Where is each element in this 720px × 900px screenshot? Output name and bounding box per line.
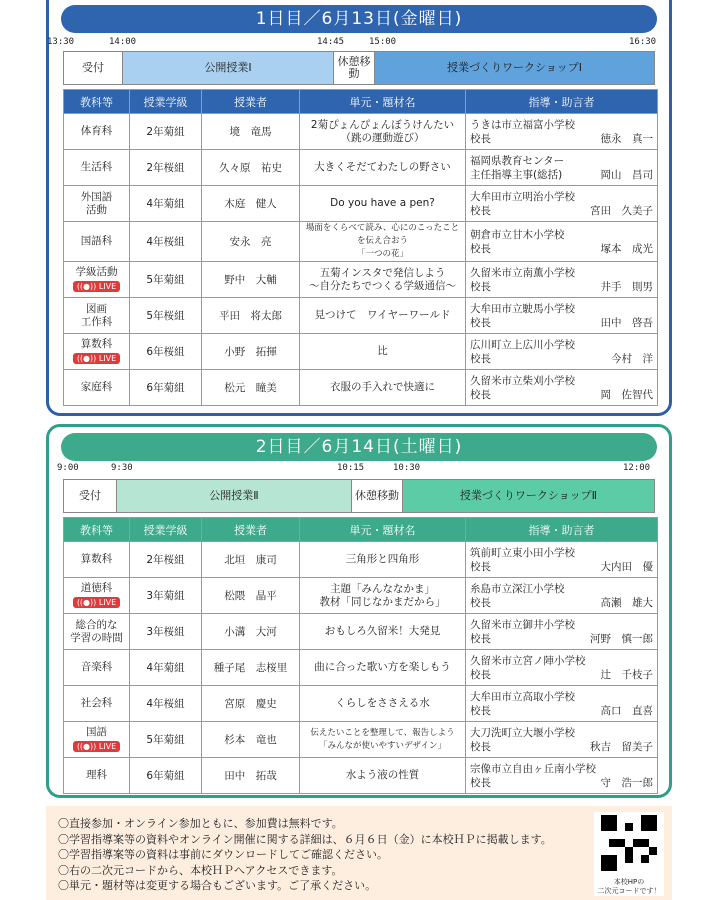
live-badge: ((●)) LIVE [73,353,120,364]
day2-table [63,517,658,794]
theme-cell: 衣服の手入れで快適に [300,370,466,406]
day1-panel [46,0,672,416]
class-cell: 4年桜組 [130,686,202,722]
day2-title: 2日目／6月14日(土曜日) [61,433,657,461]
live-badge: ((●)) LIVE [73,597,120,608]
table-row [64,334,658,370]
time-label: 10:30 [393,463,421,473]
schedule-lesson: 公開授業Ⅰ [123,52,334,84]
theme-cell: おもしろ久留米！大発見 [300,614,466,650]
advisor-cell [466,114,658,150]
advisor-cell [466,334,658,370]
advisor-school: 久留米市立南薫小学校 [470,266,575,279]
advisor-cell [466,262,658,298]
note-line: 〇学習指導案等の資料は事前にダウンロードしてご確認ください。 [58,848,388,861]
col-header: 授業学級 [130,518,202,542]
advisor-role: 校長 [470,704,491,717]
advisor-cell [466,370,658,406]
theme-cell: 伝えたいことを整理して、報告しよう 「みんなが使いやすいデザイン」 [300,722,466,758]
subject-cell: 体育科 [64,114,130,150]
time-label: 9:30 [111,463,133,473]
col-header: 単元・題材名 [300,90,466,114]
note-line: 〇右の二次元コードから、本校ＨＰへアクセスできます。 [58,863,343,877]
subject-cell: 国語 ((●)) LIVE [64,722,130,758]
teacher-cell: 安永 亮 [202,222,300,262]
time-label: 9:00 [57,463,79,473]
advisor-school: 大刀洗町立大堰小学校 [470,726,575,739]
teacher-cell: 松元 瞳美 [202,370,300,406]
advisor-name: 今村 洋 [611,352,653,365]
table-row [64,262,658,298]
class-cell: 5年桜組 [130,298,202,334]
advisor-name: 辻 千枝子 [600,668,653,681]
table-row [64,650,658,686]
advisor-role: 校長 [470,204,491,217]
class-cell: 6年菊組 [130,370,202,406]
theme-cell: Do you have a pen? [300,186,466,222]
advisor-school: 大牟田市立高取小学校 [470,690,575,703]
col-header: 指導・助言者 [466,90,658,114]
class-cell: 6年菊組 [130,758,202,794]
advisor-school: 宗像市立自由ヶ丘南小学校 [470,762,596,775]
advisor-role: 校長 [470,316,491,329]
advisor-role: 校長 [470,280,491,293]
schedule-break: 休憩移動 [352,480,403,512]
schedule-workshop: 授業づくりワークショップⅡ [403,480,654,512]
teacher-cell: 境 竜馬 [202,114,300,150]
live-badge: ((●)) LIVE [73,741,120,752]
advisor-name: 宮田 久美子 [590,204,653,217]
subject-cell: 国語科 [64,222,130,262]
advisor-role: 校長 [470,632,491,645]
subject-cell: 図画 工作科 [64,298,130,334]
note-line: 〇単元・題材等は変更する場合もございます。ご了承ください。 [58,879,377,892]
subject-cell: 外国語 活動 [64,186,130,222]
advisor-cell [466,722,658,758]
table-row [64,578,658,614]
advisor-role: 校長 [470,560,491,573]
day1-timeline [49,37,669,51]
time-label: 16:30 [629,37,657,47]
col-header: 単元・題材名 [300,518,466,542]
subject-cell: 算数科 ((●)) LIVE [64,334,130,370]
table-row [64,686,658,722]
advisor-role: 主任指導主事(総括) [470,168,563,181]
time-label: 12:00 [623,463,651,473]
advisor-name: 秋吉 留美子 [590,740,653,753]
time-label: 14:45 [317,37,345,47]
advisor-name: 田中 啓吾 [600,316,653,329]
theme-cell: くらしをささえる水 [300,686,466,722]
col-header: 授業者 [202,90,300,114]
col-header: 教科等 [64,90,130,114]
subject-cell: 理科 [64,758,130,794]
theme-cell: 水よう液の性質 [300,758,466,794]
advisor-name: 徳永 真一 [600,132,653,145]
qr-code[interactable] [594,812,664,896]
live-badge: ((●)) LIVE [73,281,120,292]
time-label: 14:00 [109,37,137,47]
subject-cell: 家庭科 [64,370,130,406]
advisor-cell [466,650,658,686]
advisor-name: 高口 直喜 [600,704,653,717]
day1-table [63,89,658,406]
teacher-cell: 野中 大輔 [202,262,300,298]
advisor-name: 井手 則男 [600,280,653,293]
time-label: 10:15 [337,463,365,473]
advisor-school: うきは市立福富小学校 [470,118,575,131]
col-header: 教科等 [64,518,130,542]
class-cell: 5年菊組 [130,262,202,298]
qr-code-icon [601,815,657,871]
teacher-cell: 小溝 大河 [202,614,300,650]
advisor-school: 久留米市立御井小学校 [470,618,575,631]
class-cell: 3年菊組 [130,578,202,614]
advisor-cell [466,542,658,578]
teacher-cell: 平田 将太郎 [202,298,300,334]
day1-title: 1日目／6月13日(金曜日) [61,5,657,33]
theme-cell: 2菊ぴょんぴょんぼうけんたい （跳の運動遊び） [300,114,466,150]
subject-cell: 総合的な 学習の時間 [64,614,130,650]
table-row [64,150,658,186]
schedule-break: 休憩移動 [334,52,375,84]
advisor-school: 朝倉市立甘木小学校 [470,228,565,241]
day2-schedule-bar [63,479,655,513]
advisor-cell [466,222,658,262]
advisor-cell [466,758,658,794]
table-row [64,370,658,406]
schedule-reception: 受付 [64,52,123,84]
teacher-cell: 松隈 晶平 [202,578,300,614]
theme-cell: 大きくそだてわたしの野さい [300,150,466,186]
subject-cell: 生活科 [64,150,130,186]
note-line: 〇直接参加・オンライン参加ともに、参加費は無料です。 [58,817,343,830]
advisor-cell [466,186,658,222]
advisor-school: 大牟田市立駛馬小学校 [470,302,575,315]
class-cell: 4年桜組 [130,222,202,262]
table-row [64,542,658,578]
table-row [64,114,658,150]
class-cell: 4年菊組 [130,186,202,222]
time-label: 15:00 [369,37,397,47]
class-cell: 2年桜組 [130,542,202,578]
theme-cell: 場面をくらべて読み、心にのこったことを伝え合おう 「一つの花」 [300,222,466,262]
theme-cell: 比 [300,334,466,370]
advisor-role: 校長 [470,352,491,365]
day2-panel [46,424,672,798]
advisor-cell [466,578,658,614]
theme-cell: 曲に合った歌い方を楽しもう [300,650,466,686]
theme-cell: 主題「みんななかま」 教材「同じなかまだから」 [300,578,466,614]
advisor-cell [466,150,658,186]
class-cell: 6年桜組 [130,334,202,370]
advisor-name: 岡山 昌司 [600,168,653,181]
advisor-school: 福岡県教育センター [470,154,565,167]
teacher-cell: 小野 拓揮 [202,334,300,370]
table-row [64,298,658,334]
theme-cell: 見つけて ワイヤーワールド [300,298,466,334]
subject-cell: 道徳科 ((●)) LIVE [64,578,130,614]
subject-cell: 音楽科 [64,650,130,686]
table-row [64,222,658,262]
qr-caption: 本校HPの 二次元コードです！ [597,877,661,895]
schedule-lesson: 公開授業Ⅱ [117,480,352,512]
advisor-school: 糸島市立深江小学校 [470,582,565,595]
advisor-role: 校長 [470,668,491,681]
teacher-cell: 北垣 康司 [202,542,300,578]
class-cell: 4年菊組 [130,650,202,686]
advisor-role: 校長 [470,388,491,401]
note-line: 〇学習指導案等の資料やオンライン開催に関する詳細は、６月６日（金）に本校ＨＰに掲載します。 [58,832,552,846]
advisor-name: 大内田 優 [600,560,653,573]
col-header: 指導・助言者 [466,518,658,542]
subject-cell: 算数科 [64,542,130,578]
table-row [64,186,658,222]
teacher-cell: 杉本 竜也 [202,722,300,758]
teacher-cell: 木庭 健人 [202,186,300,222]
time-label: 13:30 [47,37,75,47]
class-cell: 5年菊組 [130,722,202,758]
advisor-school: 広川町立上広川小学校 [470,338,575,351]
advisor-name: 岡 佐智代 [600,388,653,401]
table-row [64,614,658,650]
class-cell: 2年桜組 [130,150,202,186]
teacher-cell: 宮原 慶史 [202,686,300,722]
advisor-school: 筑前町立東小田小学校 [470,546,575,559]
theme-cell: 五菊インスタで発信しよう ～自分たちでつくる学級通信～ [300,262,466,298]
advisor-role: 校長 [470,242,491,255]
advisor-name: 高瀬 雄大 [600,596,653,609]
advisor-role: 校長 [470,596,491,609]
teacher-cell: 田中 拓哉 [202,758,300,794]
advisor-cell [466,298,658,334]
day1-schedule-bar [63,51,655,85]
col-header: 授業者 [202,518,300,542]
advisor-role: 校長 [470,740,491,753]
table-row [64,722,658,758]
advisor-name: 塚本 成光 [600,242,653,255]
teacher-cell: 種子尾 志桜里 [202,650,300,686]
advisor-cell [466,686,658,722]
schedule-workshop: 授業づくりワークショップⅠ [375,52,654,84]
theme-cell: 三角形と四角形 [300,542,466,578]
teacher-cell: 久々原 祐史 [202,150,300,186]
notes-box [46,806,672,900]
advisor-role: 校長 [470,776,491,789]
table-row [64,758,658,794]
schedule-reception: 受付 [64,480,117,512]
day2-timeline [49,463,669,477]
advisor-school: 久留米市立宮ノ陣小学校 [470,654,586,667]
class-cell: 3年桜組 [130,614,202,650]
advisor-school: 大牟田市立明治小学校 [470,190,575,203]
advisor-name: 守 浩一郎 [600,776,653,789]
class-cell: 2年菊組 [130,114,202,150]
advisor-cell [466,614,658,650]
advisor-role: 校長 [470,132,491,145]
subject-cell: 学級活動 ((●)) LIVE [64,262,130,298]
subject-cell: 社会科 [64,686,130,722]
col-header: 授業学級 [130,90,202,114]
advisor-school: 久留米市立柴刈小学校 [470,374,575,387]
advisor-name: 河野 慎一郎 [590,632,653,645]
